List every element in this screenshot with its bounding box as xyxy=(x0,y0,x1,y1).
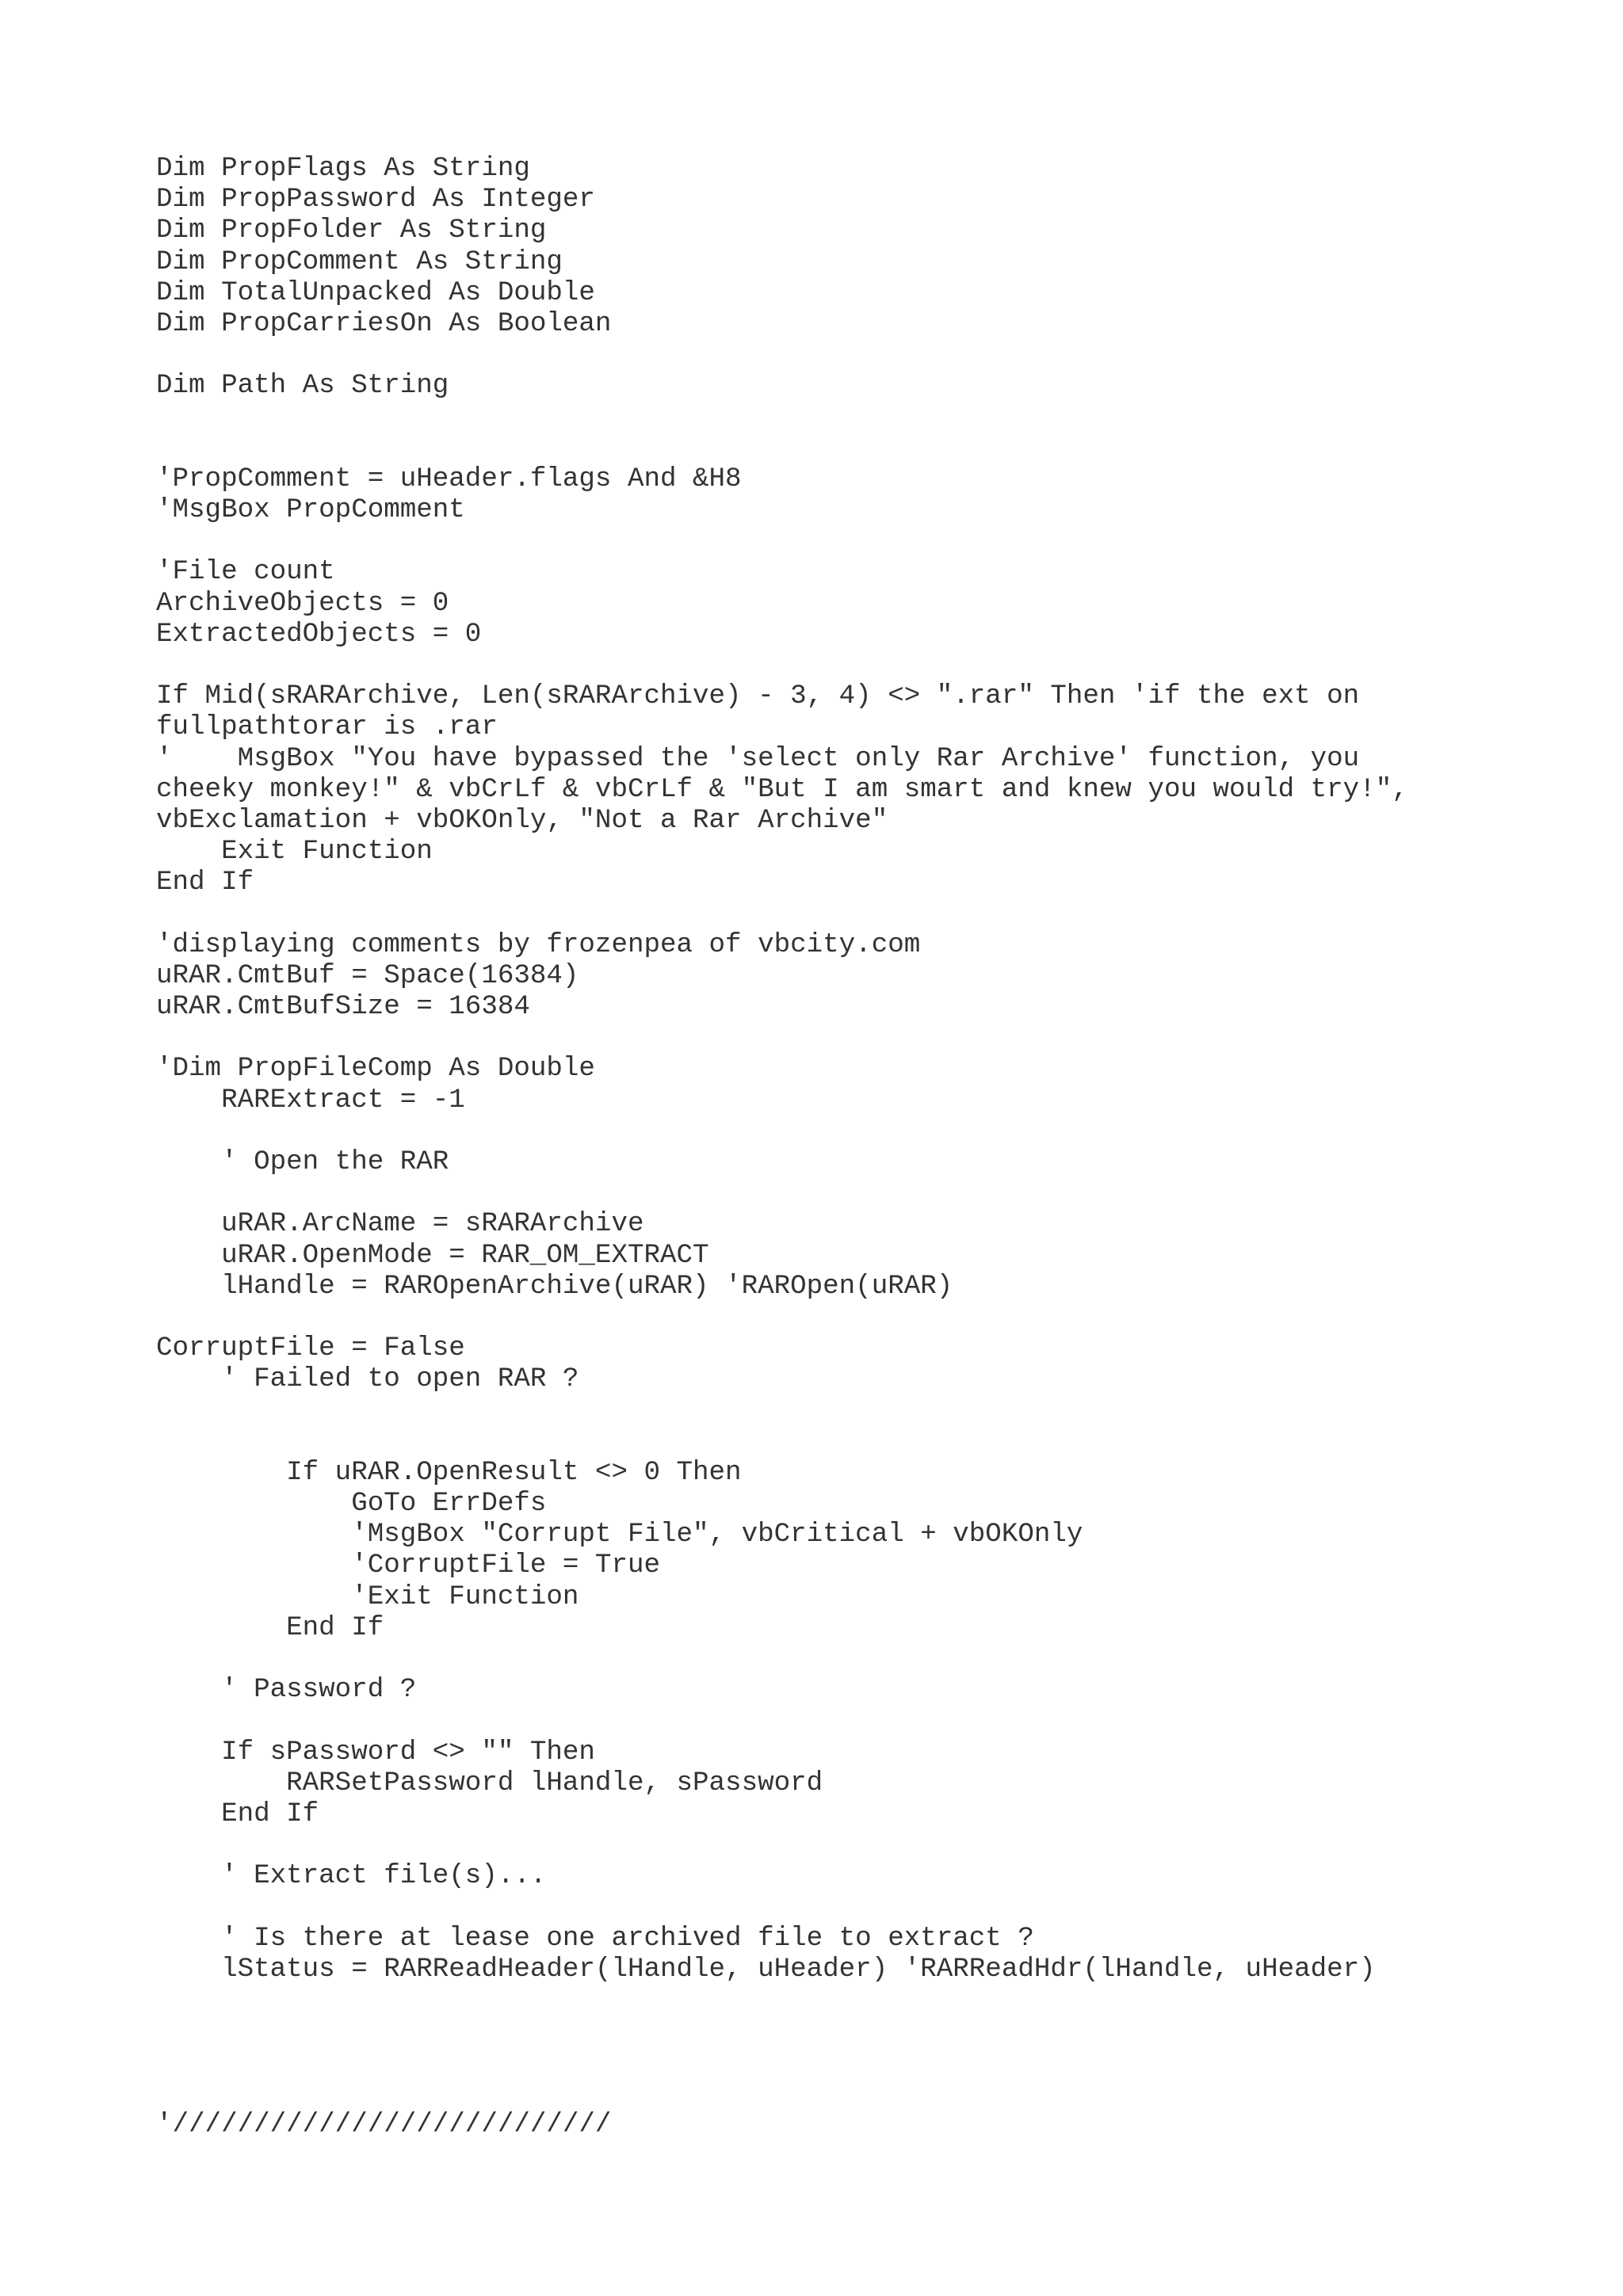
code-line: GoTo ErrDefs xyxy=(156,1489,547,1520)
code-line: If Mid(sRARArchive, Len(sRARArchive) - 3, 4) <> ".rar" Then 'if the ext on xyxy=(156,681,1360,712)
code-line: 'displaying comments by frozenpea of vbcity.com xyxy=(156,929,921,960)
code-line: uRAR.CmtBuf = Space(16384) xyxy=(156,960,579,991)
code-line xyxy=(156,1644,1598,1675)
code-line: Exit Function xyxy=(156,837,433,868)
code-line: uRAR.CmtBufSize = 16384 xyxy=(156,992,530,1023)
code-line: cheeky monkey!" & vbCrLf & vbCrLf & "But I am smart and knew you would try!", xyxy=(156,774,1408,805)
code-line: vbExclamation + vbOKOnly, "Not a Rar Archive" xyxy=(156,805,888,836)
code-line: End If xyxy=(156,1612,384,1643)
code-line: 'MsgBox PropComment xyxy=(156,495,465,526)
code-line: 'CorruptFile = True xyxy=(156,1550,660,1581)
code-line: ' Open the RAR xyxy=(156,1147,449,1177)
code-line: 'File count xyxy=(156,557,335,588)
code-line xyxy=(156,2047,1598,2078)
code-line: fullpathtorar is .rar xyxy=(156,712,498,743)
code-line xyxy=(156,2016,1598,2047)
code-line: Dim PropFlags As String xyxy=(156,154,530,184)
code-line xyxy=(156,526,1598,557)
code-line: Dim PropComment As String xyxy=(156,246,563,277)
code-line xyxy=(156,1706,1598,1737)
code-line xyxy=(156,1427,1598,1458)
code-line: If uRAR.OpenResult <> 0 Then xyxy=(156,1457,742,1488)
code-line: ExtractedObjects = 0 xyxy=(156,619,482,650)
code-line xyxy=(156,433,1598,464)
code-line: End If xyxy=(156,1798,319,1829)
code-line: CorruptFile = False xyxy=(156,1333,465,1364)
code-line: 'Dim PropFileComp As Double xyxy=(156,1054,595,1085)
code-line xyxy=(156,1178,1598,1209)
code-line: uRAR.OpenMode = RAR_OM_EXTRACT xyxy=(156,1240,709,1271)
code-line xyxy=(156,1985,1598,2016)
code-line: ' Extract file(s)... xyxy=(156,1861,547,1892)
code-line: ' MsgBox "You have bypassed the 'select only Rar Archive' function, you xyxy=(156,743,1360,774)
code-line xyxy=(156,340,1598,371)
code-line: ' Password ? xyxy=(156,1675,417,1706)
code-line: 'PropComment = uHeader.flags And &H8 xyxy=(156,463,742,494)
code-line: Dim Path As String xyxy=(156,371,449,402)
code-line: RARExtract = -1 xyxy=(156,1085,465,1116)
code-line xyxy=(156,2079,1598,2110)
code-line xyxy=(156,1830,1598,1861)
code-line xyxy=(156,899,1598,930)
code-line: ' Failed to open RAR ? xyxy=(156,1364,579,1395)
code-line: End If xyxy=(156,868,254,898)
code-line: 'MsgBox "Corrupt File", vbCritical + vbOKOnly xyxy=(156,1520,1083,1550)
code-line: Dim PropPassword As Integer xyxy=(156,185,595,215)
code-line xyxy=(156,1396,1598,1427)
code-line: 'Exit Function xyxy=(156,1581,579,1612)
code-listing xyxy=(156,154,1598,2141)
code-line xyxy=(156,1302,1598,1333)
code-line xyxy=(156,402,1598,433)
code-line xyxy=(156,1893,1598,1924)
code-line: ArchiveObjects = 0 xyxy=(156,588,449,619)
code-line: RARSetPassword lHandle, sPassword xyxy=(156,1768,823,1798)
code-line: Dim PropFolder As String xyxy=(156,215,547,246)
code-line xyxy=(156,1023,1598,1054)
code-line: '/////////////////////////// xyxy=(156,2109,612,2140)
code-line: lHandle = RAROpenArchive(uRAR) 'RAROpen(uRAR) xyxy=(156,1271,953,1302)
code-line: ' Is there at lease one archived file to extract ? xyxy=(156,1923,1034,1954)
code-line: If sPassword <> "" Then xyxy=(156,1737,595,1768)
code-line: uRAR.ArcName = sRARArchive xyxy=(156,1209,644,1240)
code-line xyxy=(156,1116,1598,1147)
code-line: Dim TotalUnpacked As Double xyxy=(156,277,595,308)
code-line xyxy=(156,650,1598,681)
code-line: Dim PropCarriesOn As Boolean xyxy=(156,308,612,339)
code-line: lStatus = RARReadHeader(lHandle, uHeader) 'RARReadHdr(lHandle, uHeader) xyxy=(156,1954,1376,1985)
